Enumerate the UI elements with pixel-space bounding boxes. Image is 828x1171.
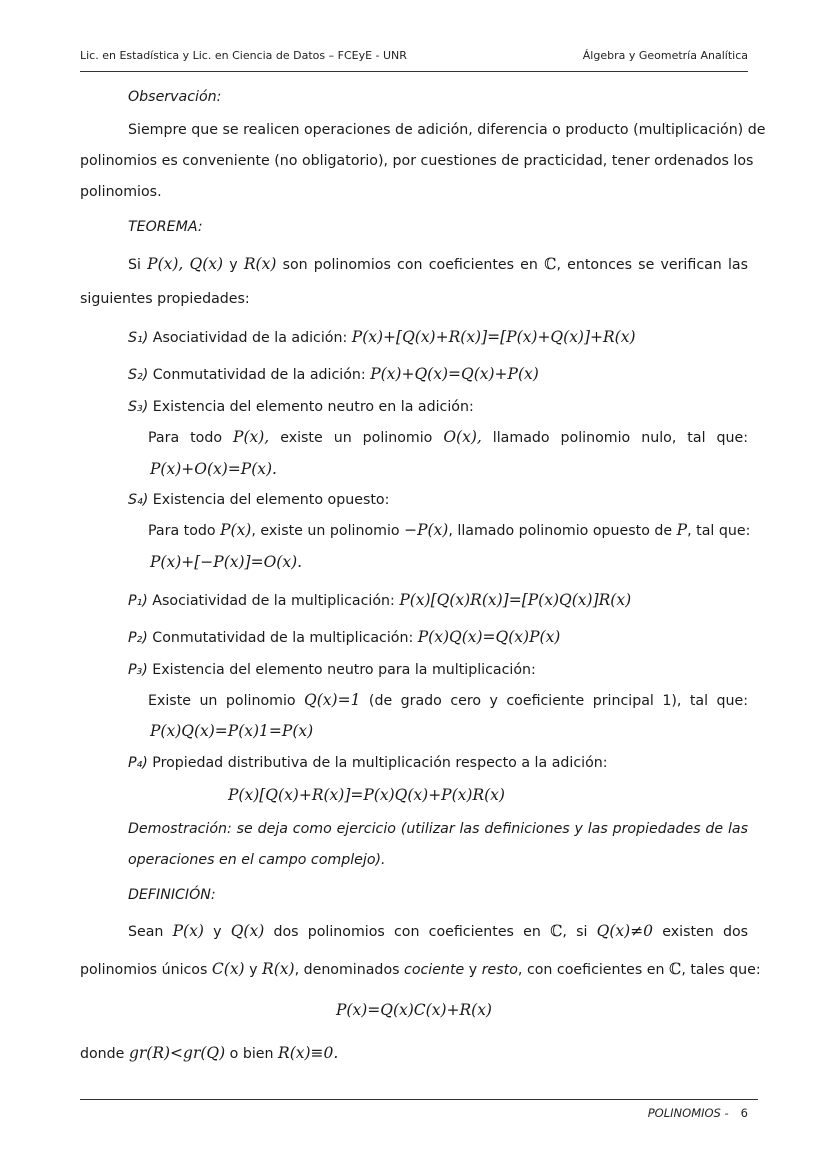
s4-line (128, 490, 796, 510)
text: , con coeficientes en (517, 962, 665, 978)
definicion-last-line (80, 1043, 748, 1064)
text: , tales que: (681, 962, 761, 978)
s1-equation: P(x)+[Q(x)+R(x)]=[P(x)+Q(x)]+R(x) (351, 328, 636, 346)
complex-symbol: ℂ (544, 255, 557, 273)
header-left: Lic. en Estadística y Lic. en Ciencia de Datos – FCEyE - UNR (80, 49, 407, 62)
teorema-title: TEOREMA: (128, 219, 203, 235)
text: y (229, 257, 238, 273)
definicion-equation (80, 1000, 748, 1021)
s2-equation: P(x)+Q(x)=Q(x)+P(x) (370, 365, 539, 383)
header-rule (80, 71, 748, 72)
math-r: R(x) (262, 960, 295, 978)
text: Existe un polinomio (148, 693, 296, 709)
p1-tag: P₁) (128, 593, 148, 609)
math-p: P(x) (172, 922, 204, 940)
p2-equation: P(x)Q(x)=Q(x)P(x) (417, 628, 561, 646)
teorema-line-2: siguientes propiedades: (80, 291, 250, 307)
p2-tag: P₂) (128, 630, 148, 646)
s3-text: Existencia del elemento neutro en la adición: (152, 399, 474, 415)
math-r: R(x) (243, 255, 277, 273)
math-q-nonzero: Q(x)≠0 (596, 922, 654, 940)
p3-line-2 (148, 690, 748, 711)
math-p: P(x), (147, 255, 184, 273)
text: y (468, 962, 478, 978)
p2-text: Conmutatividad de la multiplicación: (152, 630, 414, 646)
text: , si (562, 924, 588, 940)
text: y (249, 962, 258, 978)
text: , llamado polinomio opuesto de (448, 523, 673, 539)
text: , tal que: (687, 523, 751, 539)
math-q: Q(x)=1 (304, 691, 361, 709)
s3-tag: S₃) (128, 399, 149, 415)
teorema-line-1 (128, 254, 748, 275)
s4-text: Existencia del elemento opuesto: (152, 492, 390, 508)
text-cociente: cociente (404, 962, 465, 978)
math-r-zero: R(x)≡0. (278, 1044, 339, 1062)
text: o bien (229, 1046, 274, 1062)
p4-equation (228, 785, 828, 806)
p1-line (128, 590, 796, 611)
text: existen dos (662, 924, 749, 940)
text: y (213, 924, 222, 940)
math-q: Q(x) (189, 255, 224, 273)
math-c: C(x) (211, 960, 245, 978)
s3-equation (150, 459, 818, 480)
math-p: P(x) (220, 521, 252, 539)
p2-line (128, 627, 796, 648)
math-p: P (676, 521, 688, 539)
footer-label: POLINOMIOS - (647, 1106, 729, 1120)
text: , existe un polinomio (251, 523, 400, 539)
s1-line (128, 327, 796, 348)
text: Para todo (148, 430, 223, 446)
obs-line-3: polinomios. (80, 184, 162, 200)
obs-line-1: Siempre que se realicen operaciones de adición, diferencia o producto (multiplicación) de (128, 122, 766, 138)
math-degree: gr(R)<gr(Q) (128, 1044, 226, 1062)
p4-text: Propiedad distributiva de la multiplicación respecto a la adición: (152, 755, 608, 771)
obs-line-2: polinomios es conveniente (no obligatorio), por cuestiones de practicidad, tener ordenados los (80, 153, 754, 169)
text: polinomios únicos (80, 962, 208, 978)
text: llamado polinomio nulo, tal que: (492, 430, 748, 446)
p3-line (128, 660, 796, 680)
p3-tag: P₃) (128, 662, 148, 678)
s4-line-2 (148, 520, 751, 541)
s2-tag: S₂) (128, 367, 149, 383)
p1-text: Asociatividad de la multiplicación: (152, 593, 395, 609)
division-eq: P(x)=Q(x)C(x)+R(x) (336, 1001, 492, 1019)
p3-text: Existencia del elemento neutro para la multiplicación: (152, 662, 536, 678)
math-q: Q(x) (230, 922, 265, 940)
s4-equation (150, 552, 818, 573)
complex-symbol: ℂ (550, 922, 563, 940)
demostracion-line-2: operaciones en el campo complejo). (128, 852, 386, 868)
definicion-line-1 (128, 921, 748, 942)
s3-line (128, 397, 796, 417)
s3-line-2 (148, 427, 748, 448)
s1-text: Asociatividad de la adición: (152, 330, 348, 346)
s4-tag: S₄) (128, 492, 149, 508)
footer (648, 1106, 748, 1120)
text: , denominados (294, 962, 400, 978)
text: (de grado cero y coeficiente principal 1), tal que: (368, 693, 749, 709)
math-o: O(x), (443, 428, 482, 446)
text: donde (80, 1046, 125, 1062)
p1-equation: P(x)[Q(x)R(x)]=[P(x)Q(x)]R(x) (399, 591, 632, 609)
text: dos polinomios con coeficientes en (273, 924, 541, 940)
p3-eq: P(x)Q(x)=P(x)1=P(x) (150, 722, 314, 740)
p4-line (128, 753, 796, 773)
math-minus-p: −P(x) (404, 521, 449, 539)
page-number: 6 (740, 1106, 748, 1120)
observacion-title: Observación: (128, 89, 222, 105)
math-p: P(x), (233, 428, 270, 446)
footer-rule (80, 1099, 758, 1100)
s1-tag: S₁) (128, 330, 149, 346)
text: son polinomios con coeficientes en (282, 257, 538, 273)
text: existe un polinomio (280, 430, 433, 446)
demostracion-line-1: Demostración: se deja como ejercicio (utilizar las definiciones y las propiedades de las (128, 821, 748, 837)
definicion-title: DEFINICIÓN: (128, 887, 216, 903)
complex-symbol: ℂ (668, 960, 682, 978)
text: Si (128, 257, 141, 273)
s3-eq: P(x)+O(x)=P(x). (150, 460, 277, 478)
p3-equation (150, 721, 818, 742)
text: Para todo (148, 523, 216, 539)
text: , entonces se verifican las (556, 257, 749, 273)
s2-line (128, 364, 796, 385)
p4-tag: P₄) (128, 755, 148, 771)
text: Sean (128, 924, 164, 940)
text-resto: resto (481, 962, 518, 978)
s2-text: Conmutatividad de la adición: (152, 367, 366, 383)
definicion-line-2 (80, 959, 761, 980)
p4-eq: P(x)[Q(x)+R(x)]=P(x)Q(x)+P(x)R(x) (228, 786, 505, 804)
s4-eq: P(x)+[−P(x)]=O(x). (150, 553, 303, 571)
header-right: Álgebra y Geometría Analítica (582, 49, 748, 62)
